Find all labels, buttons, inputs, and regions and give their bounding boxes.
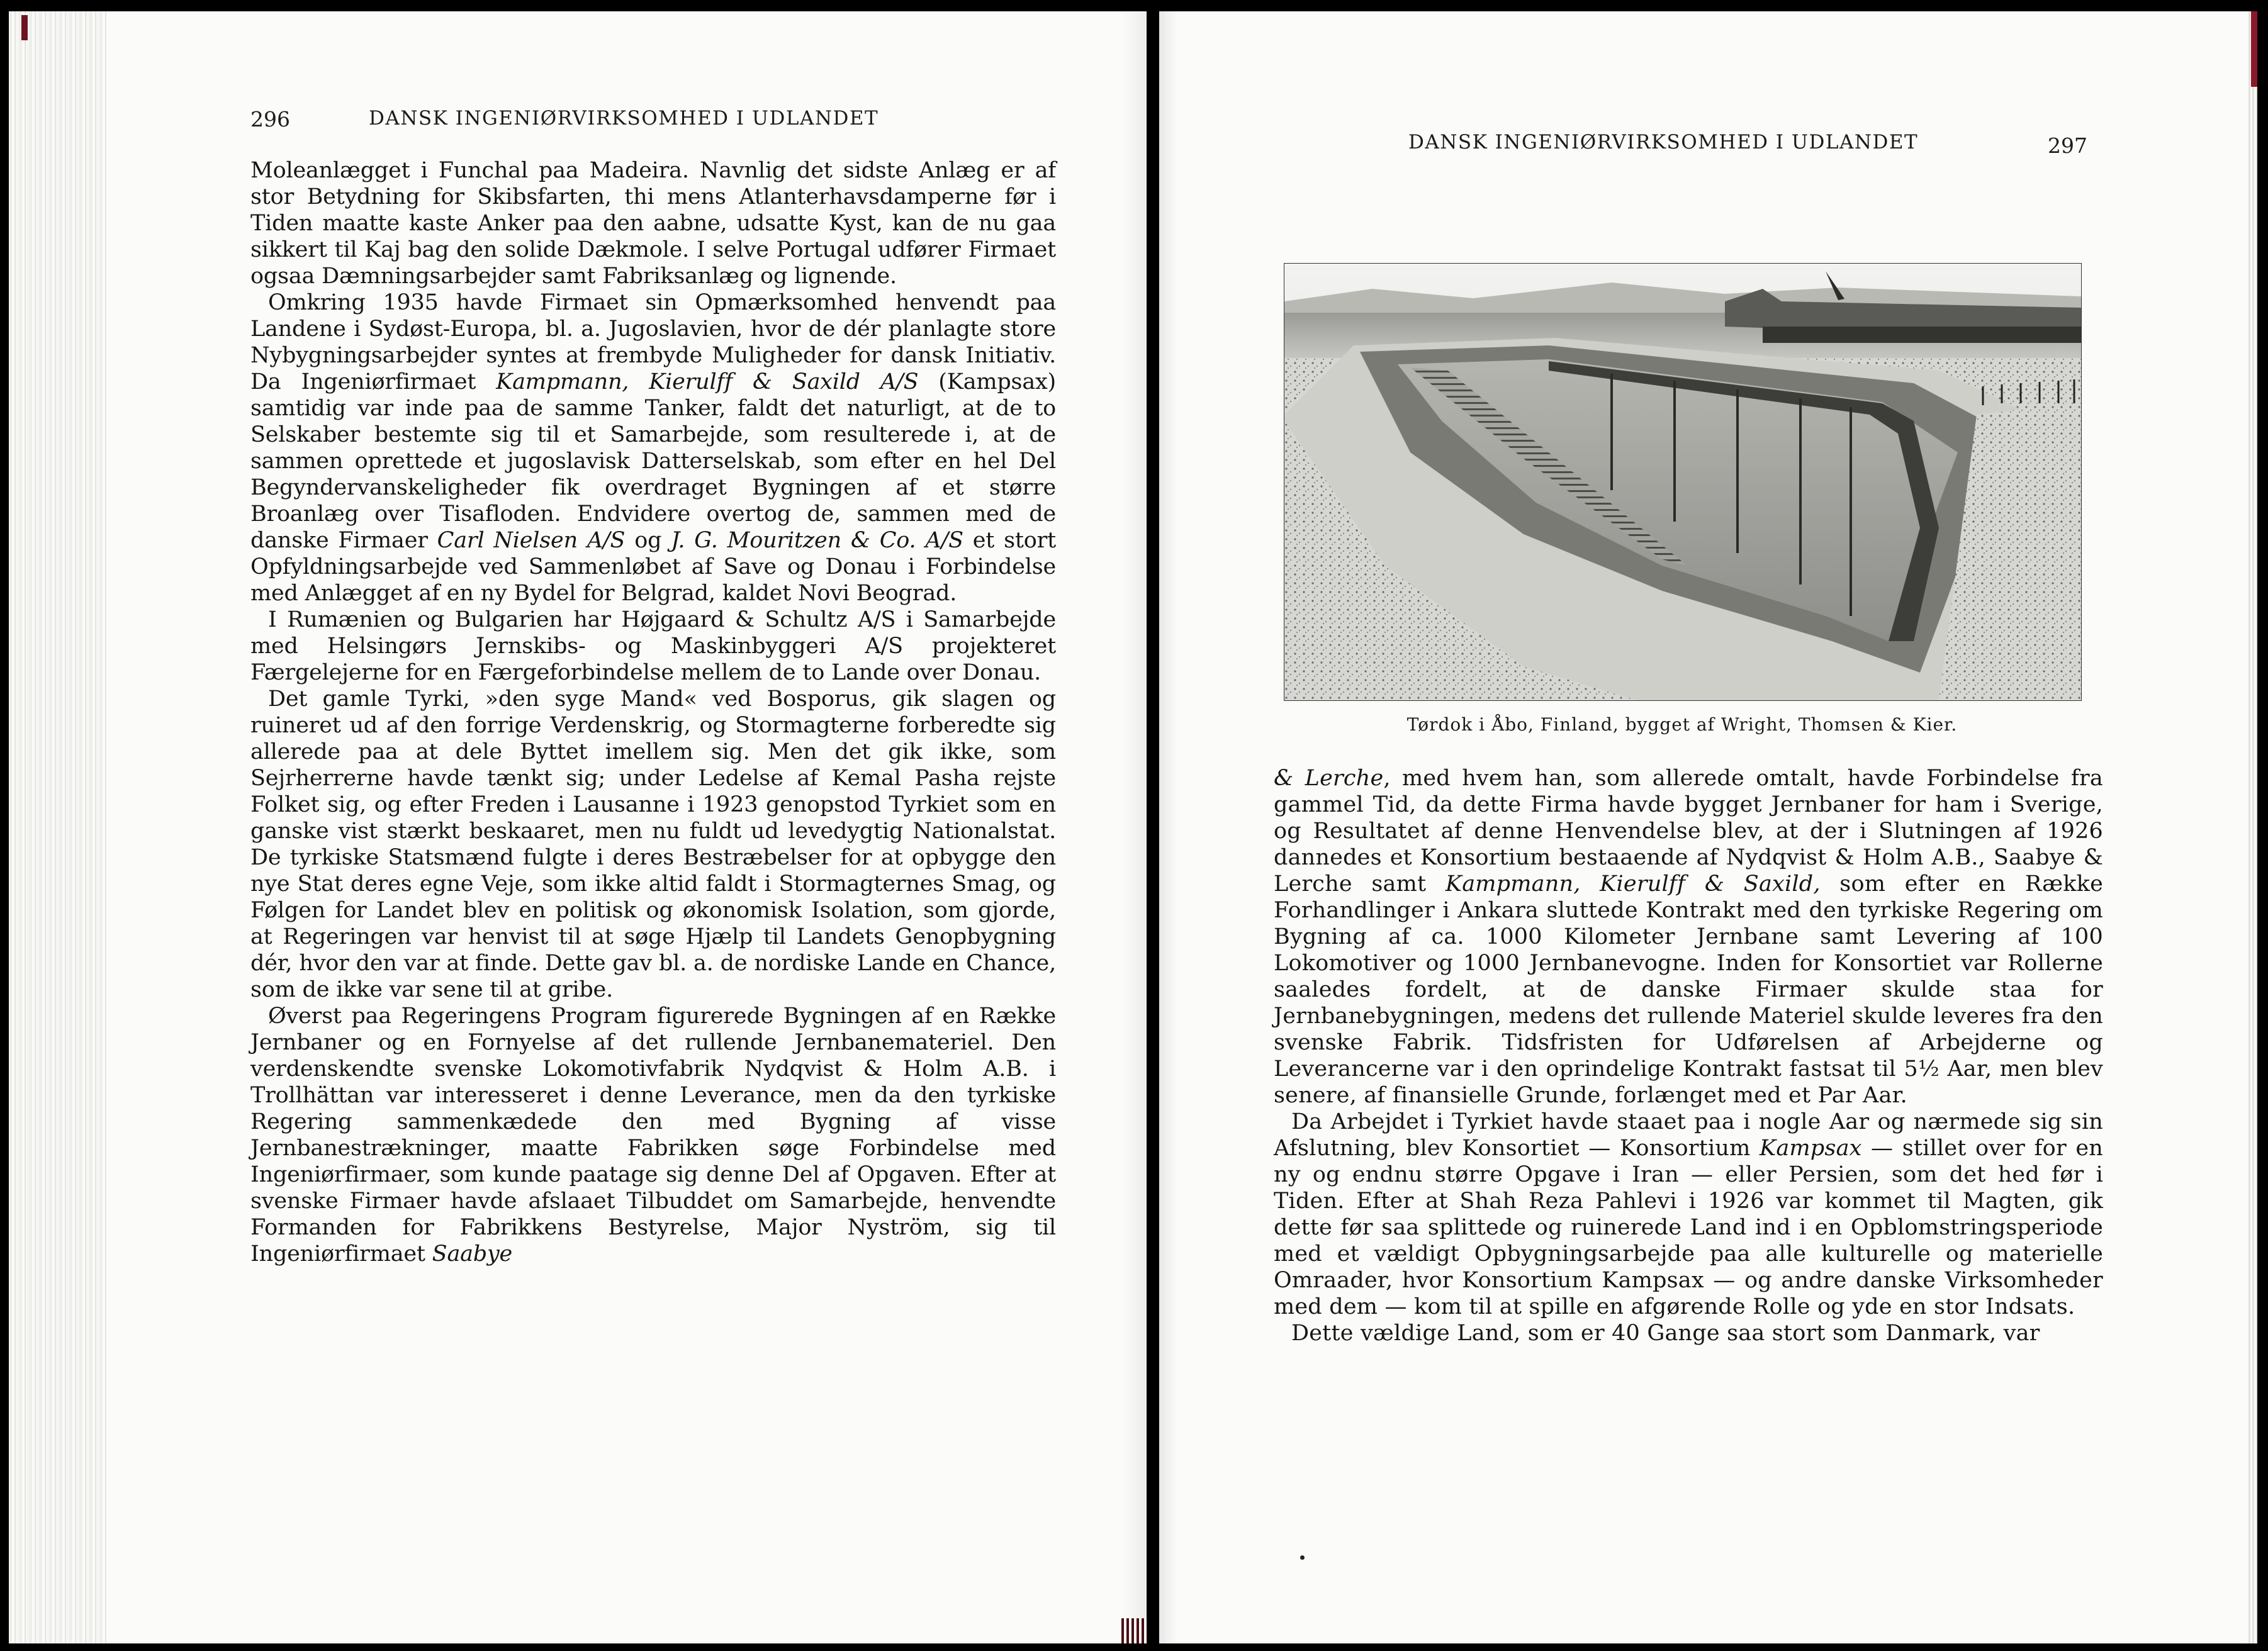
right-page: [1159, 11, 2257, 1643]
running-head: DANSK INGENIØRVIRKSOMHED I UDLANDET: [1408, 131, 1919, 154]
photo-illustration: [1284, 264, 2081, 700]
text-run: Moleanlægget i Funchal paa Madeira. Navnlig det sidste Anlæg er af stor Betydning for Skibsfarten, thi mens Atlanterhavsdamperne før i Tiden maatte kaste Anker paa den aabne, udsatte Kyst, kan de nu gaa sikkert til Kaj bag den solide Dækmole. I selve Portugal udfører Firmaet ogsaa Dæmningsarbejder samt Fabriksanlæg og lignende.: [250, 158, 1056, 289]
page-number: 297: [2048, 133, 2087, 158]
italic-run: Saabye: [432, 1241, 513, 1267]
paragraph: [250, 289, 1056, 607]
text-run: Øverst paa Regeringens Program figurerede Bygningen af en Række Jernbaner og en Fornyelse af det rullende Jernbanemateriel. Den verdenskendte svenske Lokomotivfabrik Nydqvist & Holm A.B. i Trollhättan var interesseret i denne Leverance, men da den tyrkiske Regering sammenkædede den med Bygning af visse Jernbanestrækninger, maatte Fabrikken søge Forbindelse med Ingeniørfirmaer, som kunde paatage sig denne Del af Opgaven. Efter at svenske Firmaer havde afslaaet Tilbuddet om Samarbejde, henvendte Formanden for Fabrikkens Bestyrelse, Major Nyström, sig til Ingeniørfirmaet: [250, 1004, 1056, 1267]
bookmark-ribbon: [2251, 11, 2257, 87]
italic-run: Carl Nielsen A/S: [437, 528, 626, 553]
text-run: Omkring 1935 havde Firmaet sin Opmærksomhed henvendt paa Landene i Sydøst-Europa, bl. a. Jugoslavien, hvor de dér planlagte store Nybygningsarbejder syntes at frembyde Muligheder for dansk Initiativ. Da Ingeniørfirmaet: [250, 290, 1056, 395]
paragraph: [250, 1003, 1056, 1267]
italic-run: Kampmann, Kierulff & Saxild A/S: [496, 369, 919, 395]
text-run: Det gamle Tyrki, »den syge Mand« ved Bosporus, gik slagen og ruineret ud af den forrige Verdenskrig, og Stormagterne forberedte sig allerede paa at dele Byttet imellem sig. Men det gik ikke, som Sejrherrerne havde tænkt sig; under Ledelse af Kemal Pasha rejste Folket sig, og efter Freden i Lausanne i 1923 genopstod Tyrkiet som en ganske vist stærkt beskaaret, men nu fuldt ud levedygtig Nationalstat. De tyrkiske Statsmænd fulgte i deres Bestræbelser for at opbygge den nye Stat deres egne Veje, som ikke altid faldt i Stormagternes Smag, og Følgen for Landet blev en politisk og økonomisk Isolation, som gjorde, at Regeringen var henvist til at søge Hjælp til Landets Genopbygning dér, hvor den var at finde. Dette gav bl. a. de nordiske Lande en Chance, som de ikke var sene til at gribe.: [250, 686, 1056, 1002]
text-run: som efter en Række Forhandlinger i Ankara sluttede Kontrakt med den tyrkiske Regering om Bygning af ca. 1000 Kilometer Jernbane samt Levering af 100 Lokomotiver og 1000 Jernbanevogne. Inden for Konsortiet var Rollerne saaledes fordelt, at de danske Firmaer skulde staa for Jernbanebygningen, medens det rullende Materiel skulde leveres fra den svenske Fabrik. Tidsfristen for Udførelsen af Arbejderne og Leverancerne var i den oprindelige Kontrakt fastsat til 5½ Aar, men blev senere, af finansielle Grunde, forlænget med et Par Aar.: [1274, 871, 2103, 1108]
dry-dock-photo: [1284, 263, 2082, 701]
paragraph: [250, 686, 1056, 1003]
running-head: DANSK INGENIØRVIRKSOMHED I UDLANDET: [369, 107, 879, 130]
body-text: [250, 157, 1056, 1267]
bookmark-ribbon: [21, 15, 28, 40]
paragraph: [250, 607, 1056, 686]
page-edges: [2248, 11, 2257, 1643]
text-run: , med hvem han, som allerede omtalt, havde Forbindelse fra gammel Tid, da dette Firma havde bygget Jernbaner for ham i Sverige, og Resultatet af denne Henvendelse blev, at der i Slutningen af 1926 dannedes et Konsortium bestaaende af Nydqvist & Holm A.B., Saabye & Lerche samt: [1274, 766, 2103, 897]
text-run: Dette vældige Land, som er 40 Gange saa stort som Danmark, var: [1291, 1321, 2040, 1346]
page-number: 296: [250, 107, 290, 132]
text-run: I Rumænien og Bulgarien har Højgaard & Schultz A/S i Samarbejde med Helsingørs Jernskibs- og Maskinbyggeri A/S projekteret Færgelejerne for en Færgeforbindelse mellem de to Lande over Donau.: [250, 607, 1056, 685]
text-run: (Kampsax) samtidig var inde paa de samme Tanker, faldt det naturligt, at de to Selskaber bestemte sig til et Samarbejde, som resulterede i, at de sammen oprettede et jugoslavisk Datterselskab, som efter en hel Del Begyndervanskeligheder fik overdraget Bygningen af et større Broanlæg over Tisafloden. Endvidere overtog de, sammen med de danske Firmaer: [250, 369, 1056, 553]
text-run: og: [625, 528, 671, 553]
paragraph: [1274, 765, 2103, 1109]
italic-run: J. G. Mouritzen & Co. A/S: [671, 528, 963, 553]
italic-run: Kampmann, Kierulff & Saxild,: [1445, 871, 1821, 897]
page-edges: [9, 11, 106, 1643]
italic-run: & Lerche: [1274, 766, 1384, 791]
text-run: — stillet over for en ny og endnu større Opgave i Iran — eller Persien, som det hed før i Tiden. Efter at Shah Reza Pahlevi i 1926 var kommet til Magten, gik dette før saa splittede og ruinerede Land ind i en Opblomstringsperiode med et vældigt Opbygningsarbejde paa alle kulturelle og materielle Omraader, hvor Konsortium Kampsax — og andre danske Virksomheder med dem — kom til at spille en afgørende Rolle og yde en stor Indsats.: [1274, 1136, 2103, 1319]
paragraph: [1274, 1109, 2103, 1320]
text-run: Da Arbejdet i Tyrkiet havde staaet paa i nogle Aar og nærmede sig sin Afslutning, blev Konsortiet — Konsortium: [1274, 1109, 2103, 1161]
text-run: et stort Opfyldningsarbejde ved Sammenløbet af Save og Donau i Forbindelse med Anlægget af en ny Bydel for Belgrad, kaldet Novi Beograd.: [250, 528, 1056, 606]
left-page: [9, 11, 1147, 1643]
binding-mark: [1121, 1618, 1147, 1643]
body-text: [1274, 765, 2103, 1346]
paragraph: [1274, 1320, 2103, 1346]
ink-speck: [1300, 1555, 1305, 1560]
gutter-shadow: [1121, 11, 1147, 1643]
paragraph: [250, 157, 1056, 289]
gutter-shadow: [1159, 11, 1177, 1643]
figure-caption: Tørdok i Åbo, Finland, bygget af Wright, Thomsen & Kier.: [1406, 714, 1958, 735]
italic-run: Kampsax: [1760, 1136, 1862, 1161]
